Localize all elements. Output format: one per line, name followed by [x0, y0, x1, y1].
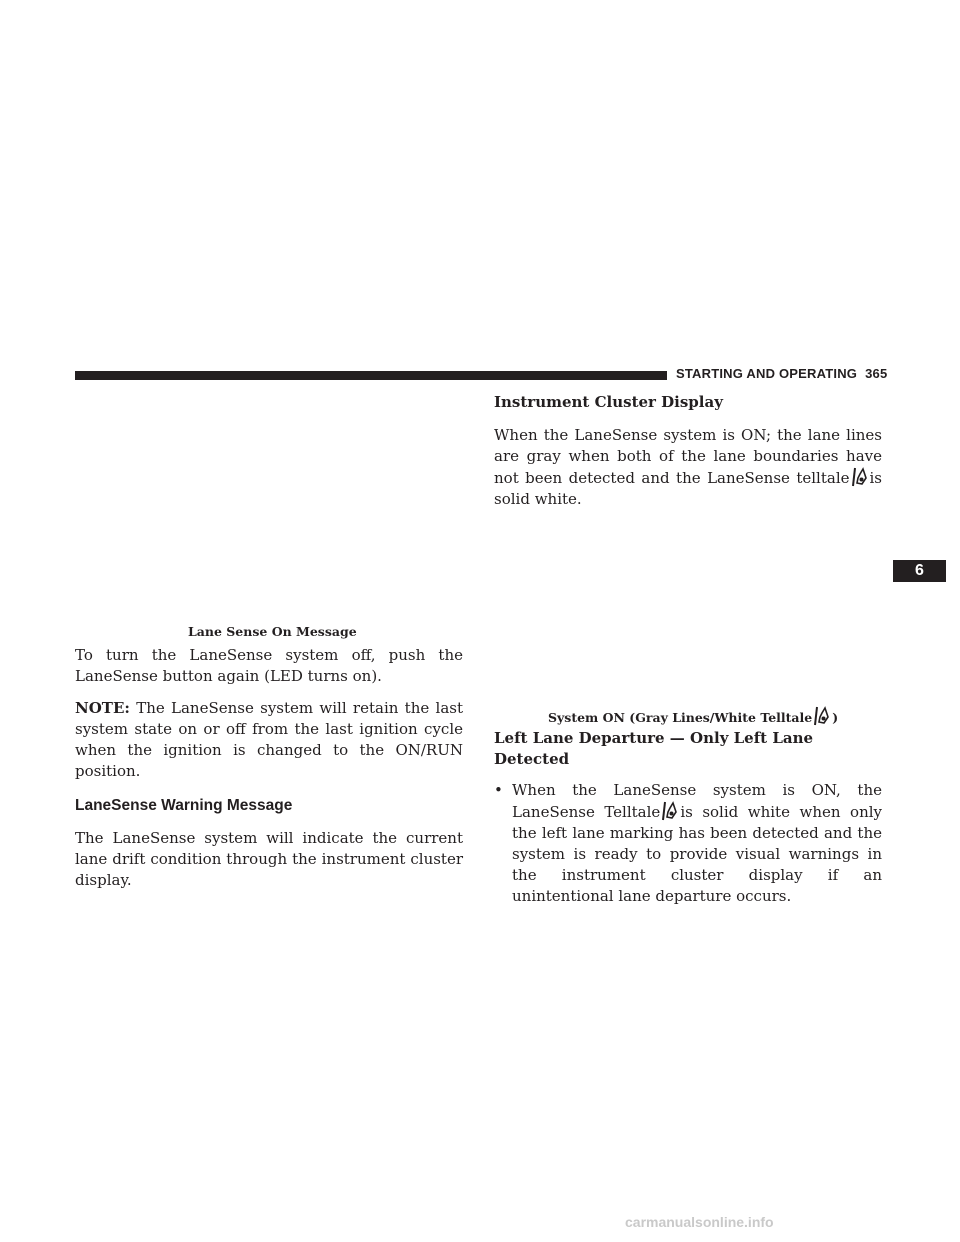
right-column-top — [494, 392, 882, 510]
lanesense-telltale-icon — [814, 706, 830, 726]
caption-text-end: ) — [832, 710, 839, 725]
lanesense-telltale-icon — [852, 467, 868, 487]
caption-text: System ON (Gray Lines/White Telltale — [548, 710, 813, 725]
para-cluster-display — [494, 425, 882, 510]
chapter-tab: 6 — [893, 560, 946, 582]
warning-text: The LaneSense system will indicate the current lane drift condition through the instrument cluster display. — [75, 829, 463, 889]
note-paragraph — [75, 698, 463, 782]
para-cluster-text-end: is solid white. — [494, 469, 882, 508]
note-text: The LaneSense system will retain the last system state on or off from the last ignition cycle when the ignition is changed to the ON/RUN position. — [75, 699, 463, 780]
lanesense-telltale-icon — [662, 801, 678, 821]
left-column — [75, 645, 463, 891]
section-title: STARTING AND OPERATING — [676, 366, 858, 381]
para-cluster-text: When the LaneSense system is ON; the lane lines are gray when both of the lane boundaries have not been detected and the LaneSense telltale — [494, 426, 882, 487]
heading-instrument-cluster: Instrument Cluster Display — [494, 393, 723, 411]
bullet-text — [512, 780, 882, 907]
bullet-text-end: is solid white when only the left lane marking has been detected and the system is ready to provide visual warnings in the instrument cluster display if an unintentional lane departure occurs. — [512, 803, 882, 905]
warning-heading: LaneSense Warning Message — [75, 797, 293, 814]
bullet-marker: • — [494, 781, 503, 799]
para-turn-off: To turn the LaneSense system off, push the LaneSense button again (LED turns on). — [75, 646, 463, 685]
heading-left-lane-departure: Left Lane Departure — Only Left Lane Detected — [494, 729, 814, 768]
note-label: NOTE: — [75, 699, 130, 717]
figure-caption-system-on — [548, 706, 838, 726]
watermark: carmanualsonline.info — [625, 1214, 774, 1230]
right-column-bottom — [494, 728, 882, 907]
header-rule — [75, 371, 667, 380]
bullet-text-start: When the LaneSense system is ON, the LaneSense Telltale — [512, 781, 882, 821]
page-header — [676, 366, 887, 381]
list-item — [494, 780, 882, 907]
page-number: 365 — [865, 366, 888, 381]
figure-caption-lane-sense-on: Lane Sense On Message — [188, 624, 357, 639]
